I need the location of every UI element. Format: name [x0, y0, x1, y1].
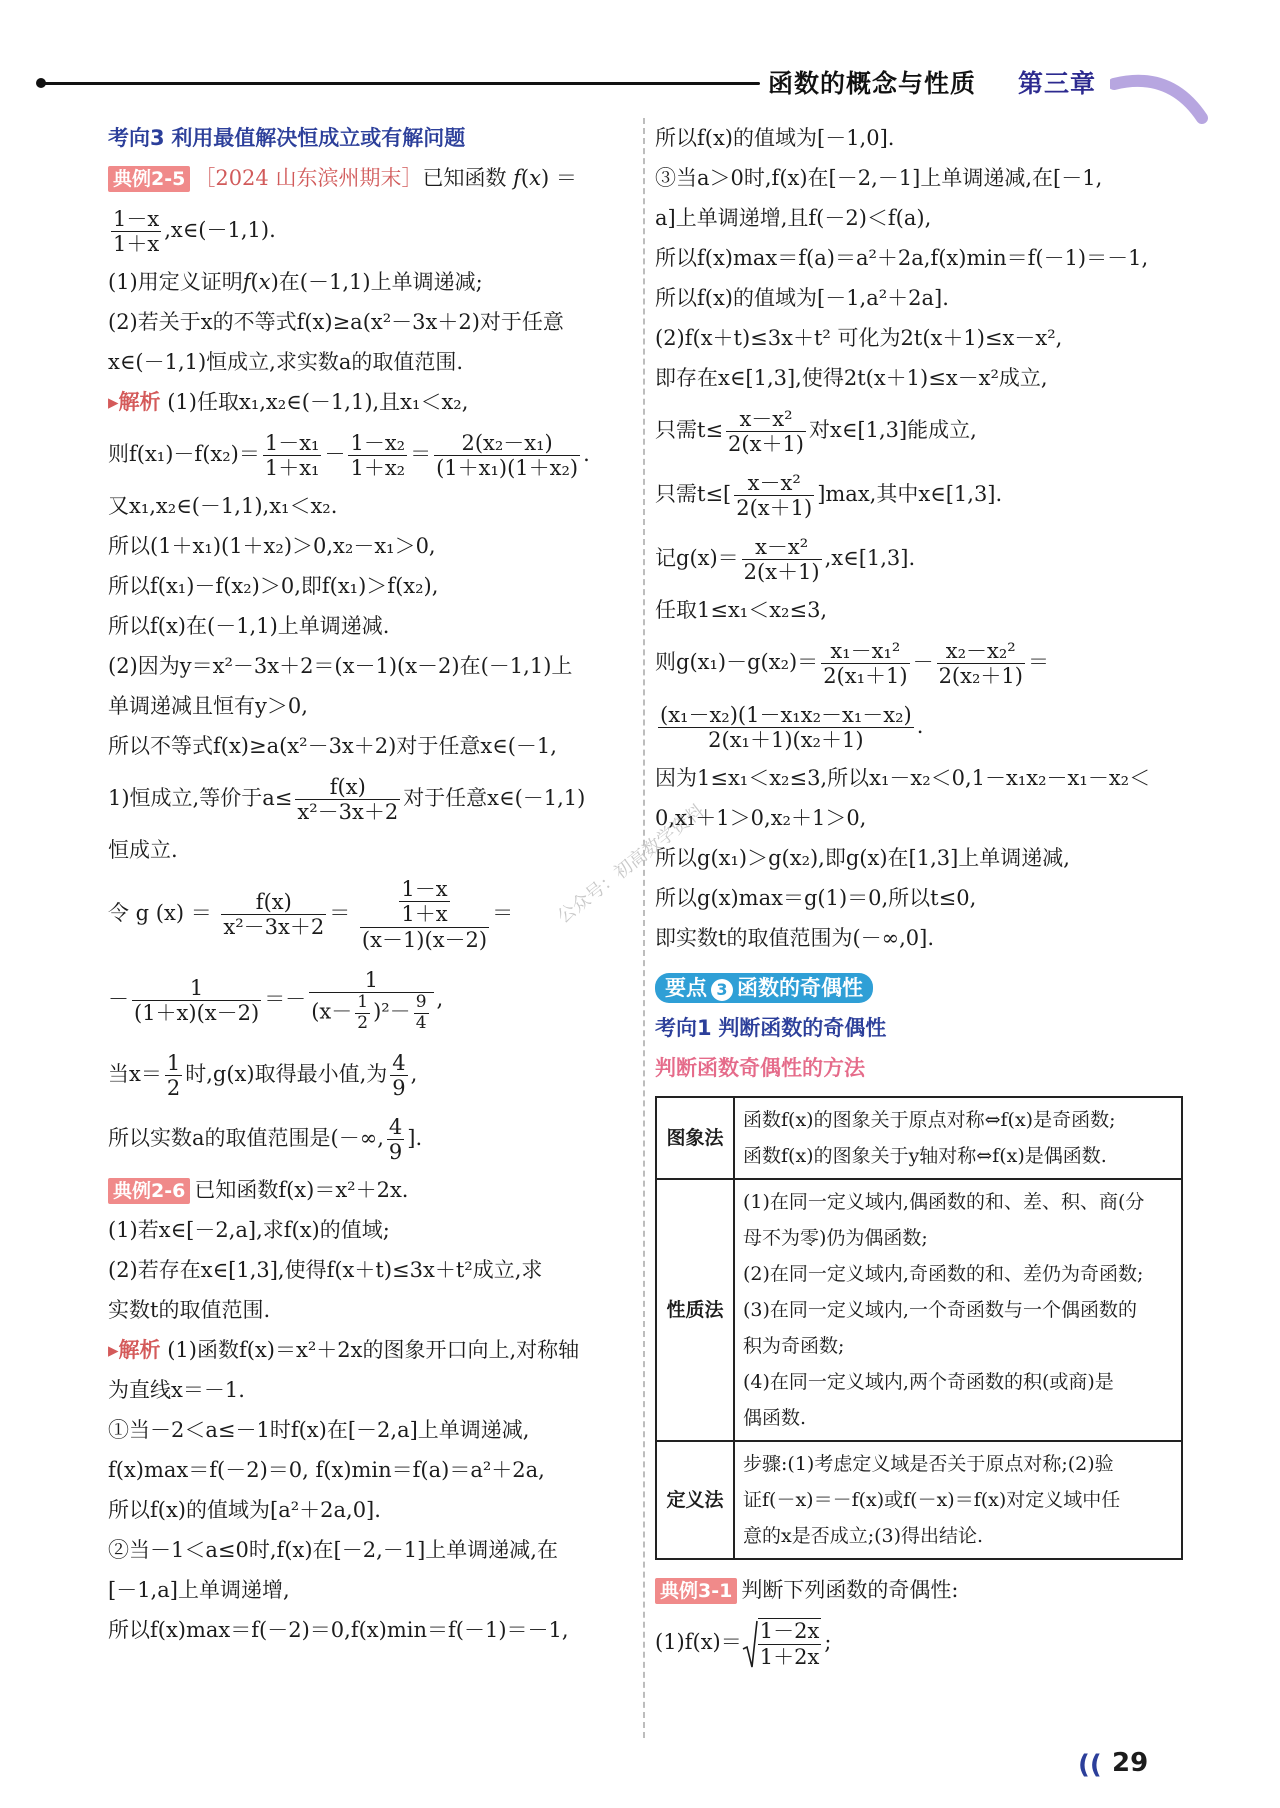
example-2-5-stem: 典例2-5 ［2024 山东滨州期末］已知函数 f(x) ＝ [108, 158, 633, 198]
solution-line: 所以不等式f(x)≥a(x²－3x＋2)对于任意x∈(－1, [108, 734, 557, 758]
fraction: $\frac{1-x}{1+x}$ [113, 206, 160, 256]
solution-line: 所以g(x)max＝g(1)＝0,所以t≤0, [655, 886, 977, 910]
solution-equiv: 1)恒成立,等价于a≤ $\frac{f(x)}{\text{x²－3x＋2}}$ 对于任意x∈(－1,1) [108, 774, 586, 824]
solution-line: ②当－1＜a≤0时,f(x)在[－2,－1]上单调递减,在 [108, 1538, 558, 1562]
table-row [656, 1441, 1182, 1559]
sqrt-icon [742, 1612, 758, 1676]
method-desc: 步骤:(1)考虑定义域是否关于原点对称;(2)验 证f(－x)＝－f(x)或f(－x)＝f(x)对定义域中任 意的x是否成立;(3)得出结论. [734, 1441, 1182, 1559]
solution-line: 所以f(x)max＝f(a)＝a²＋2a,f(x)min＝f(－1)＝－1, [655, 246, 1149, 270]
t-condition: 只需t≤ $\frac{\text{x－x²}}{2(x+1)}$ 对x∈[1,3]能成立, [655, 406, 977, 456]
solution-line: 所以f(x)的值域为[－1,0]. [655, 126, 895, 150]
jiexi-label: ▸解析 [108, 390, 161, 414]
watermark: 公众号：初高数学资料 [553, 800, 709, 928]
solution-line: 又x₁,x₂∈(－1,1),x₁＜x₂. [108, 494, 338, 518]
solution-line: 因为1≤x₁＜x₂≤3,所以x₁－x₂＜0,1－x₁x₂－x₁－x₂＜ [655, 766, 1151, 790]
question-2-cont: 实数t的取值范围. [108, 1298, 271, 1322]
example-tag: 典例2-5 [108, 166, 190, 192]
section-heading-kx3 [108, 118, 633, 158]
a-range: 所以实数a的取值范围是(－∞, $\frac{4}{9}$ ]. [108, 1114, 423, 1164]
solution-line: (2)f(x＋t)≤3x＋t² 可化为2t(x＋1)≤x－x², [655, 326, 1063, 350]
solution-line: f(x)max＝f(－2)＝0, f(x)min＝f(a)＝a²＋2a, [108, 1458, 545, 1482]
solution-line: 所以f(x₁)－f(x₂)＞0,即f(x₁)＞f(x₂), [108, 574, 439, 598]
solution-line: ①当－2＜a≤－1时f(x)在[－2,a]上单调递减, [108, 1418, 530, 1442]
key-point-badge: 要点 3 函数的奇偶性 [655, 968, 873, 1008]
right-column [655, 118, 1175, 1674]
table-row [656, 1179, 1182, 1441]
question-1: (1)用定义证明f(x)在(－1,1)上单调递减; [108, 270, 483, 294]
header-rule [40, 82, 760, 85]
header-chapter: 第三章 [1018, 69, 1097, 98]
jiexi-label: ▸解析 [108, 1338, 161, 1362]
page-number: 29 [1112, 1748, 1149, 1778]
question-1: (1)f(x)＝ $\frac{1-2x}{1+2x}$ ; [655, 1610, 1175, 1674]
solution-line: ③当a＞0时,f(x)在[－2,－1]上单调递减,在[－1, [655, 166, 1103, 190]
g-diff: 则g(x₁)－g(x₂)＝ $\frac{\text{x₁－x₁²}}{\text{2(x₁＋1)}}$ － $\frac{\text{x₂－x₂²}}{\text{2(x₂＋1)}}$ ＝ [655, 638, 1049, 688]
example-tag: 典例2-6 [108, 1178, 190, 1204]
method-name: 定义法 [656, 1441, 734, 1559]
left-column [108, 118, 633, 1650]
methods-table [655, 1096, 1183, 1560]
solution-line: 所以f(x)的值域为[a²＋2a,0]. [108, 1498, 381, 1522]
column-separator [643, 118, 645, 1738]
question-2: (2)若关于x的不等式f(x)≥a(x²－3x＋2)对于任意 [108, 310, 564, 334]
header-title: 函数的概念与性质 [768, 69, 977, 98]
solution-start: ▸解析 (1)任取x₁,x₂∈(－1,1),且x₁＜x₂, [108, 390, 469, 414]
g-simplified: － $\frac{1}{(1+x)(x-2)}$ ＝－ 1 (x－ $\frac{1}{2}$ )²－ $\frac{9}{4}$ , [108, 967, 444, 1033]
t-max-condition: 只需t≤[ $\frac{\text{x－x²}}{2(x+1)}$ ]max,其中x∈[1,3]. [655, 470, 1003, 520]
solution-line: 所以(1＋x₁)(1＋x₂)＞0,x₂－x₁＞0, [108, 534, 436, 558]
solution-line: 即存在x∈[1,3],使得2t(x＋1)≤x－x²成立, [655, 366, 1048, 390]
example-2-6-stem: 典例2-6 已知函数f(x)＝x²＋2x. [108, 1170, 633, 1210]
method-desc: 函数f(x)的图象关于原点对称⇔f(x)是奇函数; 函数f(x)的图象关于y轴对称⇔f(x)是偶函数. [734, 1097, 1182, 1179]
solution-diff: 则f(x₁)－f(x₂)＝ $\frac{\text{1－x₁}}{\text{1＋x₁}}$ － $\frac{\text{1－x₂}}{\text{1＋x₂}}$ ＝ $\frac{\text{2(x₂－x₁)}}{\text{(1＋x₁)(1＋x₂)}}$ . [108, 430, 590, 480]
g-min: 当x＝ $\frac{1}{2}$ 时,g(x)取得最小值,为 $\frac{4}{9}$ , [108, 1050, 418, 1100]
solution-line: 所以f(x)在(－1,1)上单调递减. [108, 614, 390, 638]
solution-line: 为直线x＝－1. [108, 1378, 245, 1402]
solution-line: 0,x₁＋1＞0,x₂＋1＞0, [655, 806, 867, 830]
solution-start: ▸解析 (1)函数f(x)＝x²＋2x的图象开口向上,对称轴 [108, 1338, 580, 1362]
method-desc: (1)在同一定义域内,偶函数的和、差、积、商(分 母不为零)仍为偶函数; (2)在同一定义域内,奇函数的和、差仍为奇函数; (3)在同一定义域内,一个奇函数与一个偶函数的 积为奇函数; (4)在同一定义域内,两个奇函数的积(或商)是 偶函数. [734, 1179, 1182, 1441]
solution-line: 恒成立. [108, 838, 178, 862]
solution-line: (2)因为y＝x²－3x＋2＝(x－1)(x－2)在(－1,1)上 [108, 654, 573, 678]
kx3-title: 利用最值解决恒成立或有解问题 [171, 126, 466, 150]
solution-line: [－1,a]上单调递增, [108, 1578, 290, 1602]
g-definition: 令 g (x) ＝ $\frac{f(x)}{\text{x²－3x＋2}}$ ＝ $\frac{\frac{1-x}{1+x}}{(x-1)(x-2)}$ ＝ [108, 877, 514, 952]
solution-line: 即实数t的取值范围为(－∞,0]. [655, 926, 935, 950]
key-point-number: 3 [711, 979, 733, 1001]
solution-line: 任取1≤x₁＜x₂≤3, [655, 598, 828, 622]
method-name: 性质法 [656, 1179, 734, 1441]
example-source: ［2024 山东滨州期末］ [194, 166, 423, 190]
example-3-1-stem: 典例3-1 判断下列函数的奇偶性: [655, 1570, 1175, 1610]
solution-line: 所以g(x₁)＞g(x₂),即g(x)在[1,3]上单调递减, [655, 846, 1070, 870]
function-definition: $\frac{1-x}{1+x}$ ,x∈(－1,1). [113, 206, 276, 256]
example-tag: 典例3-1 [655, 1578, 737, 1604]
page-arrows: (( [1078, 1750, 1102, 1780]
question-1: (1)若x∈[－2,a],求f(x)的值域; [108, 1218, 390, 1242]
method-heading: 判断函数奇偶性的方法 [655, 1056, 865, 1080]
table-row [656, 1097, 1182, 1179]
g-diff-result: $\frac{\text{(x₁－x₂)(1－x₁x₂－x₁－x₂)}}{\text{2(x₁＋1)(x₂＋1)}}$ . [660, 702, 924, 752]
question-2-cont: x∈(－1,1)恒成立,求实数a的取值范围. [108, 350, 464, 374]
section-heading-kx1: 考向1 判断函数的奇偶性 [655, 1016, 887, 1040]
solution-line: 单调递减且恒有y＞0, [108, 694, 308, 718]
example-stem-text: 已知函数 [422, 166, 507, 190]
solution-line: 所以f(x)的值域为[－1,a²＋2a]. [655, 286, 949, 310]
kx3-label: 考向3 [108, 126, 165, 150]
question-2: (2)若存在x∈[1,3],使得f(x＋t)≤3x＋t²成立,求 [108, 1258, 543, 1282]
solution-line: a]上单调递增,且f(－2)＜f(a), [655, 206, 932, 230]
solution-line: 所以f(x)max＝f(－2)＝0,f(x)min＝f(－1)＝－1, [108, 1618, 569, 1642]
g-definition: 记g(x)＝ $\frac{\text{x－x²}}{2(x+1)}$ ,x∈[1,3]. [655, 534, 916, 584]
method-name: 图象法 [656, 1097, 734, 1179]
